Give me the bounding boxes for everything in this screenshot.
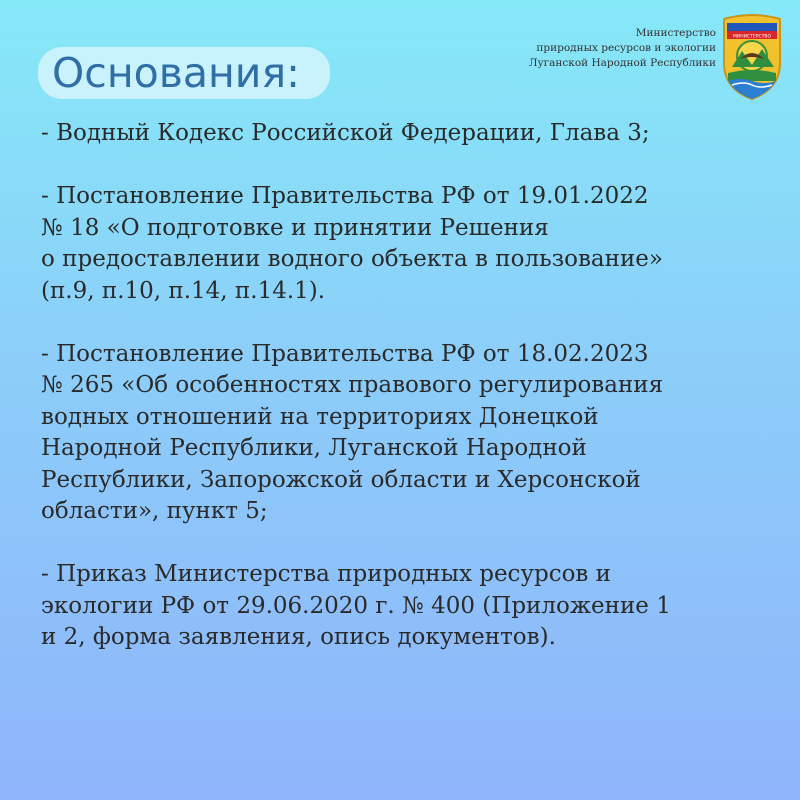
list-item-line: Народной Республики, Луганской Народной xyxy=(41,435,587,461)
list-item-line: экологии РФ от 29.06.2020 г. № 400 (Приложение 1 xyxy=(41,592,671,619)
list-item-line: - Водный Кодекс Российской Федерации, Глава 3; xyxy=(41,120,650,146)
list-item-line: водных отношений на территориях Донецкой xyxy=(41,403,599,430)
ministry-line: природных ресурсов и экологии xyxy=(536,42,716,54)
list-item-line: - Приказ Министерства природных ресурсов и xyxy=(41,561,612,587)
list-item xyxy=(41,339,793,528)
list-item-line: о предоставлении водного объекта в пользование» xyxy=(41,246,663,272)
list-item-line: - Постановление Правительства РФ от 19.01.2022 xyxy=(41,183,649,209)
title-pill xyxy=(38,47,330,99)
list-item-line: - Постановление Правительства РФ от 18.02.2023 xyxy=(41,340,649,367)
list-item-line: области», пункт 5; xyxy=(41,498,268,524)
list-item-line: Республики, Запорожской области и Херсонской xyxy=(41,466,641,493)
ministry-line: Луганской Народной Республики xyxy=(528,57,716,69)
list-item-line: (п.9, п.10, п.14, п.14.1). xyxy=(41,277,326,304)
list-item-line: № 18 «О подготовке и принятии Решения xyxy=(41,214,549,241)
list-item xyxy=(41,118,793,150)
lpr-ministry-emblem-icon xyxy=(718,11,786,101)
list-item-line: и 2, форма заявления, опись документов). xyxy=(41,624,556,650)
list-item xyxy=(41,181,793,307)
legal-basis-list xyxy=(41,118,793,685)
ministry-name xyxy=(529,26,716,71)
ministry-line: Министерство xyxy=(635,27,716,39)
list-item-line: № 265 «Об особенностях правового регулирования xyxy=(41,372,664,398)
list-item xyxy=(41,559,793,654)
page-title: Основания: xyxy=(52,48,300,97)
emblem-ribbon-text: МИНИСТЕРСТВО xyxy=(733,34,771,40)
